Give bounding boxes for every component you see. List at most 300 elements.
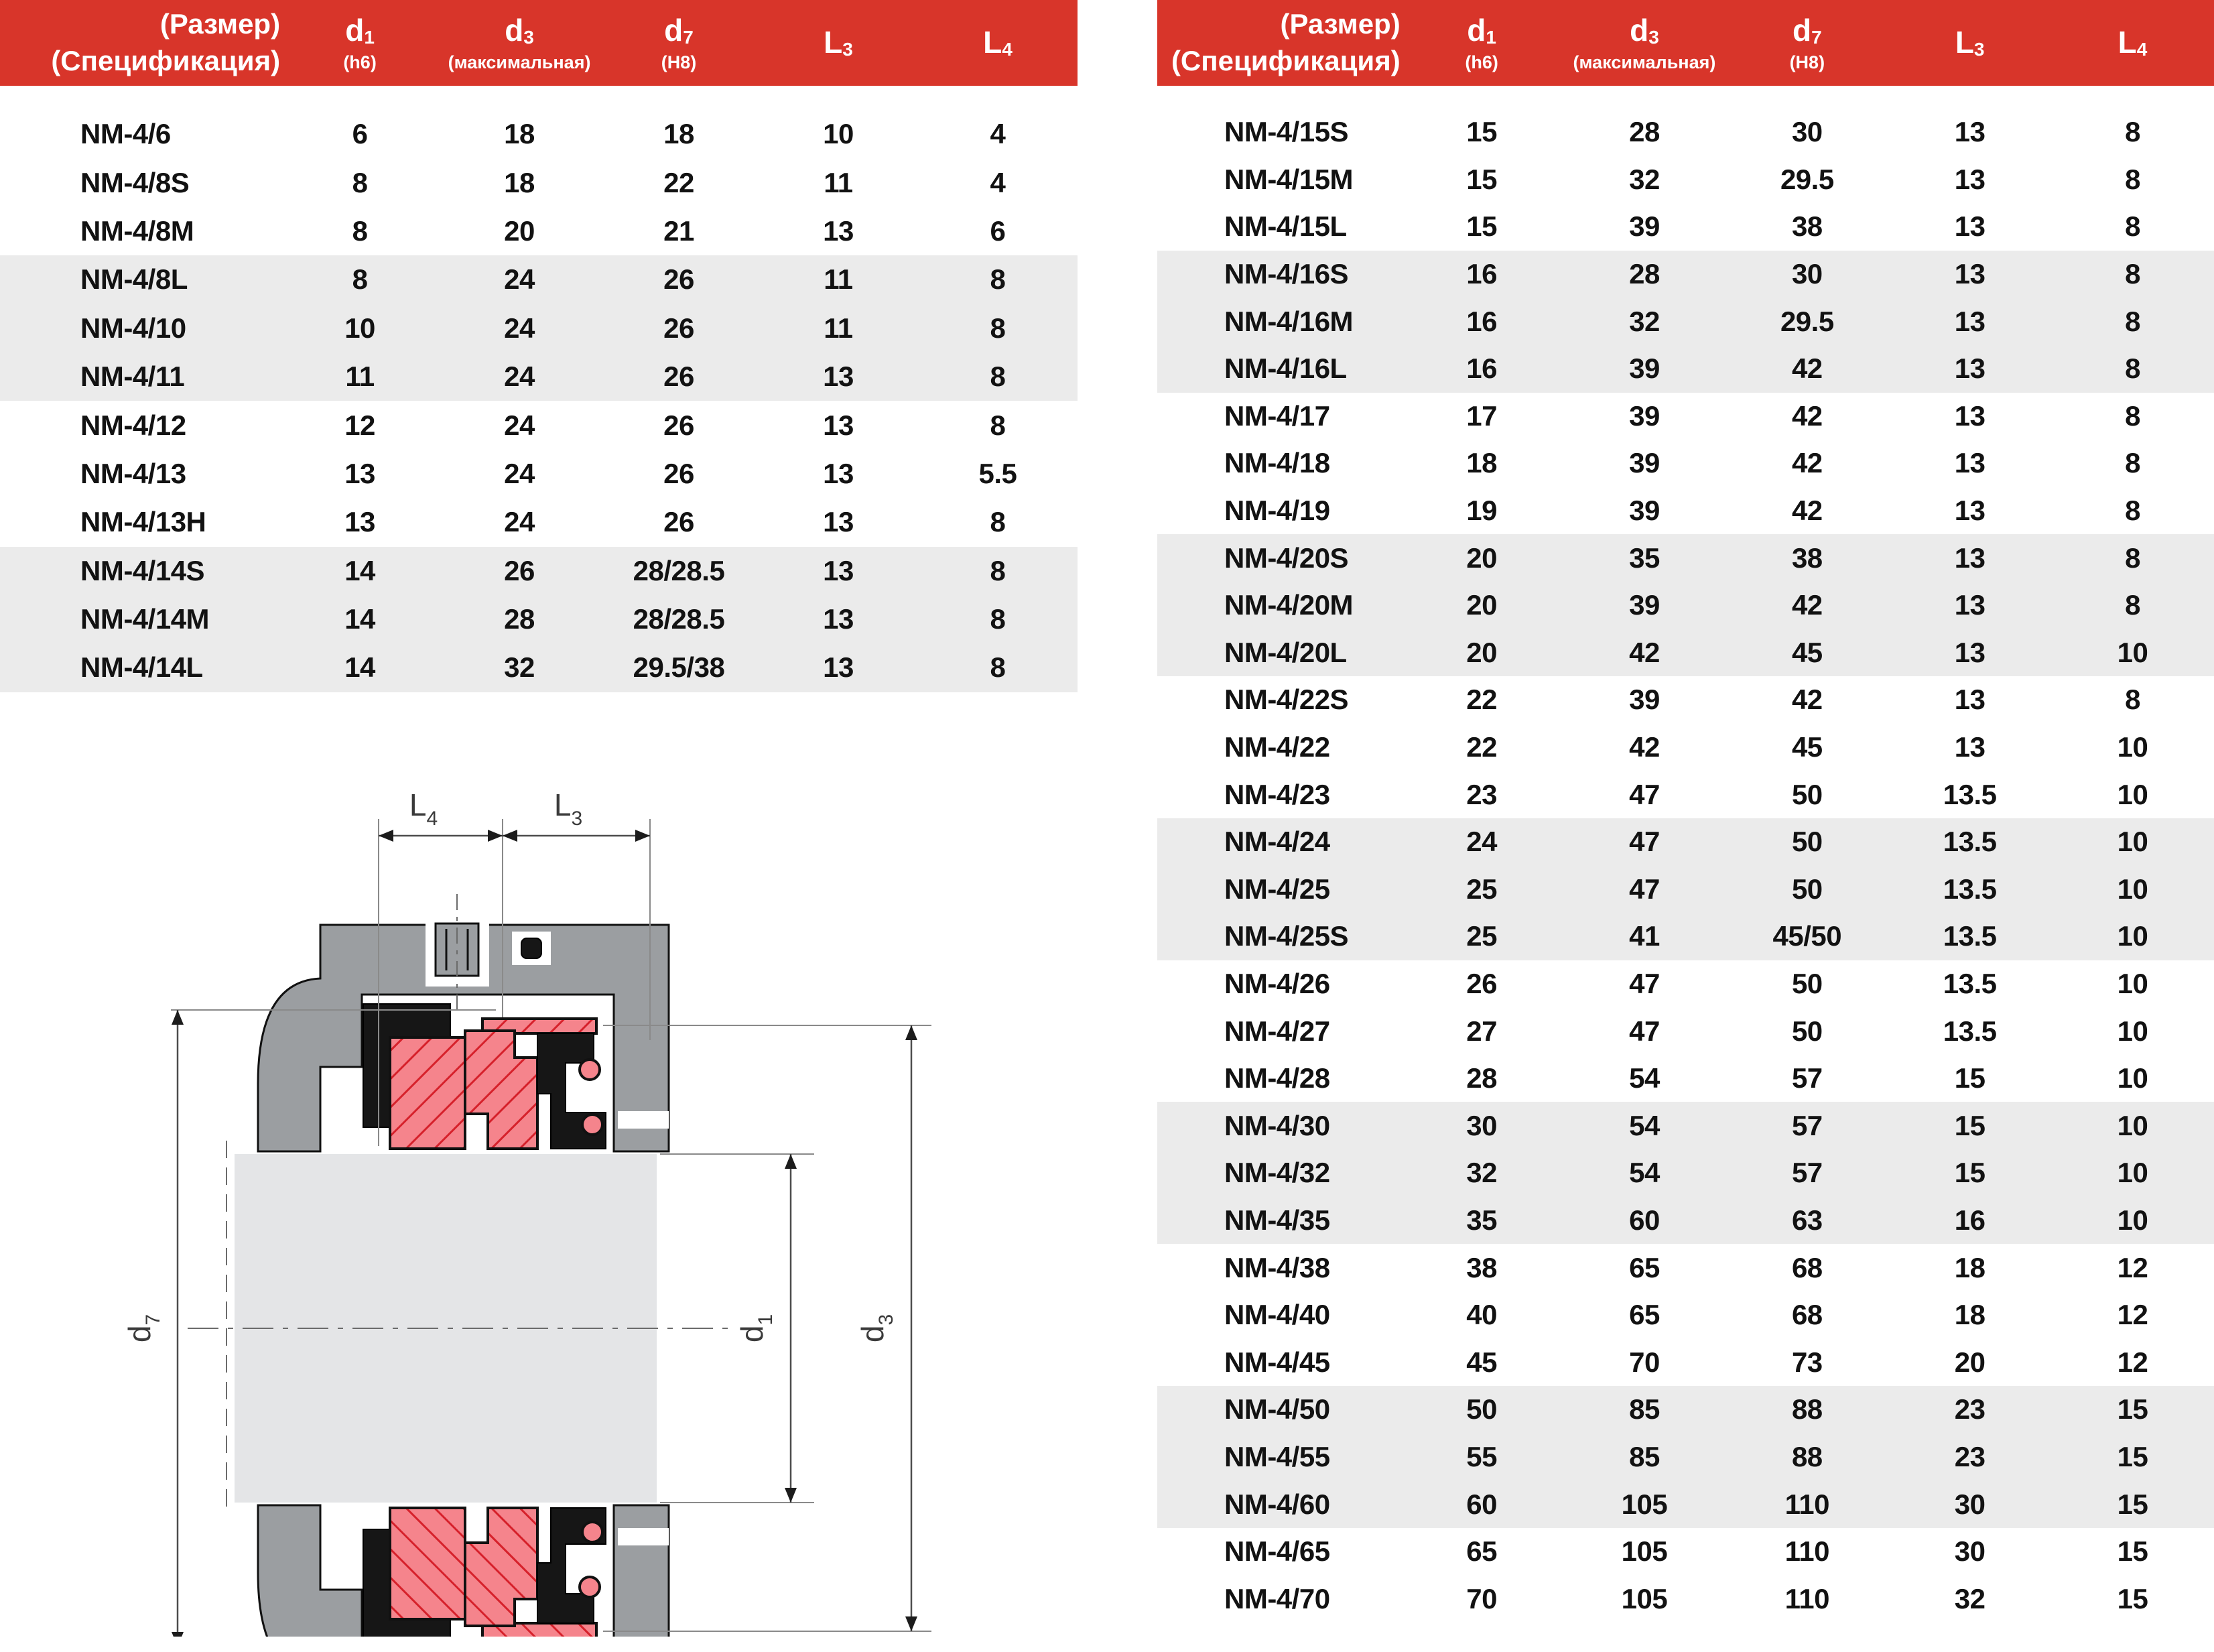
d7-cell: 42 xyxy=(1791,353,1823,385)
l4-cell: 12 xyxy=(2117,1346,2148,1378)
size-cell: NM-4/14L xyxy=(80,651,203,684)
table-row xyxy=(1157,1434,2214,1481)
d7-cell: 110 xyxy=(1784,1582,1829,1614)
table-row xyxy=(1157,440,2214,487)
d3-cell: 39 xyxy=(1629,210,1660,243)
d1-cell: 10 xyxy=(344,312,375,344)
l3-cell: 13 xyxy=(1954,258,1985,290)
table-row xyxy=(0,595,1078,643)
l3-cell: 13 xyxy=(1954,636,1985,668)
d1-cell: 6 xyxy=(352,118,368,150)
d7-cell: 57 xyxy=(1791,1109,1823,1141)
table-row xyxy=(0,643,1078,692)
table-row xyxy=(1157,1386,2214,1434)
header-size-line2: (Спецификация) xyxy=(1171,45,1401,76)
size-cell: NM-4/45 xyxy=(1224,1346,1330,1378)
size-cell: NM-4/30 xyxy=(1224,1109,1330,1141)
l3-cell: 13 xyxy=(823,214,854,247)
size-cell: NM-4/14S xyxy=(80,554,205,586)
d3-cell: 54 xyxy=(1629,1062,1660,1094)
size-cell: NM-4/12 xyxy=(80,409,186,441)
l3-cell: 13 xyxy=(823,603,854,635)
size-cell: NM-4/23 xyxy=(1224,778,1330,810)
spring-coil xyxy=(582,1115,602,1135)
table-body xyxy=(0,110,1078,692)
size-cell: NM-4/28 xyxy=(1224,1062,1330,1094)
l4-cell: 8 xyxy=(990,361,1006,393)
l4-cell: 10 xyxy=(2117,1062,2148,1094)
table-row xyxy=(1157,109,2214,156)
size-cell: NM-4/24 xyxy=(1224,826,1330,858)
d1-cell: 16 xyxy=(1466,305,1497,337)
d3-cell: 18 xyxy=(504,118,535,150)
d3-cell: 20 xyxy=(504,214,535,247)
header-size-line1: (Размер) xyxy=(159,8,281,40)
oring xyxy=(521,938,541,958)
d3-cell: 70 xyxy=(1629,1346,1660,1378)
d3-cell: 18 xyxy=(504,166,535,198)
d1-cell: 60 xyxy=(1466,1488,1497,1520)
size-cell: NM-4/19 xyxy=(1224,495,1330,527)
table-row xyxy=(1157,393,2214,440)
d1-cell: 20 xyxy=(1466,636,1497,668)
header-size-column xyxy=(1157,0,1401,86)
size-cell: NM-4/26 xyxy=(1224,967,1330,999)
d7-cell: 110 xyxy=(1784,1535,1829,1568)
d3-cell: 24 xyxy=(504,409,535,441)
d3-cell: 105 xyxy=(1621,1488,1668,1520)
size-cell: NM-4/50 xyxy=(1224,1393,1330,1425)
l3-cell: 13.5 xyxy=(1943,873,1997,905)
d3-cell: 47 xyxy=(1629,826,1660,858)
l3-cell: 13 xyxy=(1954,495,1985,527)
d1-cell: 40 xyxy=(1466,1299,1497,1331)
l3-cell: 11 xyxy=(824,312,853,344)
size-cell: NM-4/25 xyxy=(1224,873,1330,905)
header-d1-column: $d_1$ (h6) xyxy=(1465,13,1498,72)
l4-cell: 15 xyxy=(2117,1440,2148,1472)
d7-cell: 29.5/38 xyxy=(633,651,725,684)
d7-cell: 22 xyxy=(663,166,694,198)
table-row xyxy=(1157,487,2214,535)
dim-label-d1: $d_1$ xyxy=(734,1314,777,1343)
d7-cell: 45 xyxy=(1791,731,1823,763)
l3-cell: 10 xyxy=(823,118,854,150)
d3-cell: 32 xyxy=(1629,305,1660,337)
l4-cell: 8 xyxy=(990,506,1006,538)
d7-cell: 50 xyxy=(1791,967,1823,999)
size-cell: NM-4/60 xyxy=(1224,1488,1330,1520)
l3-cell: 13 xyxy=(823,651,854,684)
size-cell: NM-4/8L xyxy=(80,263,188,296)
d3-cell: 47 xyxy=(1629,967,1660,999)
d7-cell: 88 xyxy=(1791,1440,1823,1472)
l4-cell: 4 xyxy=(990,118,1006,150)
d3-cell: 39 xyxy=(1629,495,1660,527)
table-row xyxy=(1157,913,2214,960)
l4-cell: 10 xyxy=(2117,731,2148,763)
size-cell: NM-4/15S xyxy=(1224,116,1349,148)
header-l3-column: $L_3$ xyxy=(1955,25,1985,60)
d3-cell: 32 xyxy=(504,651,535,684)
size-cell: NM-4/20L xyxy=(1224,636,1347,668)
d1-cell: 14 xyxy=(344,651,375,684)
d1-cell: 8 xyxy=(352,166,368,198)
d1-cell: 16 xyxy=(1466,258,1497,290)
header-size-line2: (Спецификация) xyxy=(51,45,281,76)
d1-cell: 25 xyxy=(1466,873,1497,905)
table-row xyxy=(1157,203,2214,251)
d7-cell: 42 xyxy=(1791,684,1823,716)
d7-cell: 50 xyxy=(1791,826,1823,858)
d7-cell: 26 xyxy=(663,506,694,538)
table-row xyxy=(1157,866,2214,913)
l4-cell: 8 xyxy=(2125,589,2140,621)
l4-cell: 10 xyxy=(2117,873,2148,905)
l3-cell: 23 xyxy=(1954,1440,1985,1472)
l3-cell: 16 xyxy=(1954,1204,1985,1236)
d7-cell: 28/28.5 xyxy=(633,603,725,635)
table-row xyxy=(0,304,1078,353)
d7-cell: 50 xyxy=(1791,1015,1823,1047)
l4-cell: 8 xyxy=(2125,447,2140,479)
d3-cell: 24 xyxy=(504,361,535,393)
header-l3-column: $L_3$ xyxy=(824,25,853,60)
d7-cell: 57 xyxy=(1791,1157,1823,1189)
l3-cell: 11 xyxy=(824,166,853,198)
size-cell: NM-4/14M xyxy=(80,603,210,635)
l3-cell: 13 xyxy=(1954,731,1985,763)
l4-cell: 15 xyxy=(2117,1535,2148,1568)
d1-cell: 65 xyxy=(1466,1535,1497,1568)
size-cell: NM-4/18 xyxy=(1224,447,1330,479)
dim-label-d3: $d_3$ xyxy=(855,1314,897,1343)
l4-cell: 8 xyxy=(2125,116,2140,148)
seal-upper-half xyxy=(258,894,669,1151)
d3-cell: 28 xyxy=(1629,258,1660,290)
l3-cell: 13 xyxy=(823,361,854,393)
l3-cell: 13 xyxy=(1954,589,1985,621)
l4-cell: 10 xyxy=(2117,920,2148,952)
d3-cell: 39 xyxy=(1629,447,1660,479)
l3-cell: 13.5 xyxy=(1943,778,1997,810)
d7-cell: 26 xyxy=(663,409,694,441)
d7-cell: 38 xyxy=(1791,542,1823,574)
d1-cell: 27 xyxy=(1466,1015,1497,1047)
header-size-column xyxy=(0,0,280,86)
d1-cell: 35 xyxy=(1466,1204,1497,1236)
size-cell: NM-4/25S xyxy=(1224,920,1349,952)
l3-cell: 15 xyxy=(1954,1109,1985,1141)
snap-ring-groove xyxy=(618,1111,669,1129)
d7-cell: 30 xyxy=(1791,116,1823,148)
d7-cell: 110 xyxy=(1784,1488,1829,1520)
d3-cell: 65 xyxy=(1629,1299,1660,1331)
l3-cell: 13 xyxy=(1954,447,1985,479)
l4-cell: 8 xyxy=(2125,399,2140,432)
d1-cell: 18 xyxy=(1466,447,1497,479)
size-cell: NM-4/65 xyxy=(1224,1535,1330,1568)
table-row xyxy=(1157,1055,2214,1102)
spec-table-left xyxy=(0,0,1078,692)
size-cell: NM-4/16S xyxy=(1224,258,1349,290)
l3-cell: 30 xyxy=(1954,1488,1985,1520)
l3-cell: 11 xyxy=(824,263,853,296)
l4-cell: 12 xyxy=(2117,1251,2148,1283)
d1-cell: 19 xyxy=(1466,495,1497,527)
table-row xyxy=(1157,1007,2214,1055)
d7-cell: 63 xyxy=(1791,1204,1823,1236)
l4-cell: 8 xyxy=(2125,542,2140,574)
size-cell: NM-4/6 xyxy=(80,118,171,150)
d3-cell: 42 xyxy=(1629,636,1660,668)
d7-cell: 42 xyxy=(1791,495,1823,527)
l4-cell: 10 xyxy=(2117,967,2148,999)
table-row xyxy=(1157,1149,2214,1197)
d3-cell: 24 xyxy=(504,506,535,538)
header-size-line1: (Размер) xyxy=(1280,8,1401,40)
d1-cell: 30 xyxy=(1466,1109,1497,1141)
table-row xyxy=(1157,582,2214,629)
table-row xyxy=(1157,534,2214,582)
spring-coil xyxy=(580,1060,600,1080)
dim-label-L4: $L_4$ xyxy=(409,787,438,830)
size-cell: NM-4/38 xyxy=(1224,1251,1330,1283)
size-cell: NM-4/15L xyxy=(1224,210,1347,243)
d7-cell: 26 xyxy=(663,312,694,344)
d7-cell: 29.5 xyxy=(1780,163,1834,195)
l4-cell: 15 xyxy=(2117,1393,2148,1425)
d7-cell: 18 xyxy=(663,118,694,150)
d7-cell: 45/50 xyxy=(1772,920,1842,952)
l4-cell: 10 xyxy=(2117,826,2148,858)
l3-cell: 32 xyxy=(1954,1582,1985,1614)
l4-cell: 6 xyxy=(990,214,1006,247)
dim-label-d7: $d_7$ xyxy=(122,1314,164,1343)
d1-cell: 20 xyxy=(1466,542,1497,574)
d7-cell: 28/28.5 xyxy=(633,554,725,586)
spec-table-right xyxy=(1157,0,2214,1623)
d1-cell: 15 xyxy=(1466,210,1497,243)
l4-cell: 5.5 xyxy=(978,457,1017,489)
size-cell: NM-4/11 xyxy=(80,361,185,393)
table-row xyxy=(0,110,1078,158)
table-row xyxy=(1157,724,2214,771)
size-cell: NM-4/15M xyxy=(1224,163,1354,195)
l4-cell: 8 xyxy=(2125,163,2140,195)
d1-cell: 22 xyxy=(1466,731,1497,763)
d1-cell: 8 xyxy=(352,214,368,247)
d7-cell: 38 xyxy=(1791,210,1823,243)
table-row xyxy=(1157,1575,2214,1623)
l3-cell: 15 xyxy=(1954,1062,1985,1094)
d7-cell: 68 xyxy=(1791,1299,1823,1331)
d1-cell: 70 xyxy=(1466,1582,1497,1614)
l3-cell: 13 xyxy=(1954,210,1985,243)
size-cell: NM-4/16M xyxy=(1224,305,1354,337)
stationary-seal-face xyxy=(390,1037,465,1149)
header-d7-column: $d_7$ (H8) xyxy=(661,13,697,72)
d7-cell: 26 xyxy=(663,263,694,296)
d3-cell: 41 xyxy=(1629,920,1660,952)
table-row xyxy=(0,158,1078,206)
l4-cell: 8 xyxy=(2125,684,2140,716)
dim-label-L3: $L_3$ xyxy=(554,787,583,830)
d1-cell: 25 xyxy=(1466,920,1497,952)
d7-cell: 42 xyxy=(1791,589,1823,621)
l3-cell: 13 xyxy=(823,409,854,441)
table-row xyxy=(0,498,1078,546)
l4-cell: 8 xyxy=(2125,305,2140,337)
d7-cell: 50 xyxy=(1791,873,1823,905)
table-row xyxy=(1157,629,2214,677)
l3-cell: 18 xyxy=(1954,1299,1985,1331)
d1-cell: 14 xyxy=(344,554,375,586)
d7-cell: 30 xyxy=(1791,258,1823,290)
table-row xyxy=(0,207,1078,255)
l3-cell: 13 xyxy=(1954,353,1985,385)
d1-cell: 13 xyxy=(344,506,375,538)
l3-cell: 13 xyxy=(823,506,854,538)
l4-cell: 8 xyxy=(2125,495,2140,527)
l4-cell: 10 xyxy=(2117,1204,2148,1236)
size-cell: NM-4/16L xyxy=(1224,353,1347,385)
table-body xyxy=(1157,109,2214,1623)
d7-cell: 57 xyxy=(1791,1062,1823,1094)
table-row xyxy=(0,450,1078,498)
l4-cell: 4 xyxy=(990,166,1006,198)
d3-cell: 24 xyxy=(504,312,535,344)
l4-cell: 10 xyxy=(2117,636,2148,668)
table-row xyxy=(1157,156,2214,204)
table-row xyxy=(1157,1102,2214,1149)
l4-cell: 8 xyxy=(990,554,1006,586)
size-cell: NM-4/17 xyxy=(1224,399,1330,432)
d1-cell: 22 xyxy=(1466,684,1497,716)
header-d3-column: $d_3$ (максимальная) xyxy=(448,13,591,72)
table-header xyxy=(0,0,1078,86)
l3-cell: 13 xyxy=(823,554,854,586)
table-row xyxy=(1157,771,2214,818)
table-row xyxy=(1157,1244,2214,1291)
l4-cell: 10 xyxy=(2117,1015,2148,1047)
size-cell: NM-4/40 xyxy=(1224,1299,1330,1331)
d1-cell: 17 xyxy=(1466,399,1497,432)
table-row xyxy=(1157,1480,2214,1528)
l3-cell: 13 xyxy=(1954,542,1985,574)
d3-cell: 85 xyxy=(1629,1393,1660,1425)
d3-cell: 24 xyxy=(504,457,535,489)
d1-cell: 14 xyxy=(344,603,375,635)
l3-cell: 13 xyxy=(1954,305,1985,337)
l3-cell: 15 xyxy=(1954,1157,1985,1189)
d3-cell: 47 xyxy=(1629,778,1660,810)
d3-cell: 105 xyxy=(1621,1582,1668,1614)
d7-cell: 88 xyxy=(1791,1393,1823,1425)
l3-cell: 13.5 xyxy=(1943,826,1997,858)
table-row xyxy=(1157,960,2214,1008)
l3-cell: 13 xyxy=(1954,399,1985,432)
d1-cell: 12 xyxy=(344,409,375,441)
size-cell: NM-4/32 xyxy=(1224,1157,1330,1189)
l4-cell: 8 xyxy=(990,312,1006,344)
d3-cell: 42 xyxy=(1629,731,1660,763)
table-header xyxy=(1157,0,2214,86)
table-row xyxy=(1157,251,2214,298)
l4-cell: 8 xyxy=(990,651,1006,684)
l3-cell: 13 xyxy=(823,457,854,489)
l4-cell: 8 xyxy=(2125,353,2140,385)
seal-lower-half xyxy=(258,1505,669,1637)
size-cell: NM-4/55 xyxy=(1224,1440,1330,1472)
d3-cell: 35 xyxy=(1629,542,1660,574)
size-cell: NM-4/13H xyxy=(80,506,206,538)
l4-cell: 8 xyxy=(2125,210,2140,243)
d3-cell: 28 xyxy=(504,603,535,635)
size-cell: NM-4/27 xyxy=(1224,1015,1330,1047)
size-cell: NM-4/8M xyxy=(80,214,194,247)
l3-cell: 23 xyxy=(1954,1393,1985,1425)
d1-cell: 38 xyxy=(1466,1251,1497,1283)
l4-cell: 8 xyxy=(990,263,1006,296)
l3-cell: 13.5 xyxy=(1943,967,1997,999)
l3-cell: 13 xyxy=(1954,684,1985,716)
header-d3-column: $d_3$ (максимальная) xyxy=(1573,13,1716,72)
header-d7-column: $d_7$ (H8) xyxy=(1789,13,1825,72)
d7-cell: 26 xyxy=(663,457,694,489)
d1-cell: 50 xyxy=(1466,1393,1497,1425)
l4-cell: 8 xyxy=(2125,258,2140,290)
header-d1-column: $d_1$ (h6) xyxy=(343,13,377,72)
l3-cell: 13.5 xyxy=(1943,920,1997,952)
l3-cell: 20 xyxy=(1954,1346,1985,1378)
l3-cell: 18 xyxy=(1954,1251,1985,1283)
table-row xyxy=(1157,1197,2214,1245)
d1-cell: 28 xyxy=(1466,1062,1497,1094)
seal-cross-section-diagram xyxy=(121,779,1045,1637)
d3-cell: 60 xyxy=(1629,1204,1660,1236)
d3-cell: 47 xyxy=(1629,1015,1660,1047)
d7-cell: 42 xyxy=(1791,399,1823,432)
d7-cell: 26 xyxy=(663,361,694,393)
header-l4-column: $L_4$ xyxy=(983,25,1013,60)
d1-cell: 15 xyxy=(1466,163,1497,195)
size-cell: NM-4/35 xyxy=(1224,1204,1330,1236)
d3-cell: 39 xyxy=(1629,589,1660,621)
size-cell: NM-4/22 xyxy=(1224,731,1330,763)
table-row xyxy=(0,255,1078,304)
l4-cell: 15 xyxy=(2117,1582,2148,1614)
d1-cell: 26 xyxy=(1466,967,1497,999)
size-cell: NM-4/70 xyxy=(1224,1582,1330,1614)
size-cell: NM-4/8S xyxy=(80,166,190,198)
l3-cell: 13 xyxy=(1954,116,1985,148)
d3-cell: 28 xyxy=(1629,116,1660,148)
d1-cell: 32 xyxy=(1466,1157,1497,1189)
d1-cell: 8 xyxy=(352,263,368,296)
d1-cell: 15 xyxy=(1466,116,1497,148)
header-l4-column: $L_4$ xyxy=(2118,25,2148,60)
d3-cell: 32 xyxy=(1629,163,1660,195)
size-cell: NM-4/13 xyxy=(80,457,186,489)
table-row xyxy=(1157,818,2214,866)
l4-cell: 15 xyxy=(2117,1488,2148,1520)
table-row xyxy=(1157,676,2214,724)
d3-cell: 24 xyxy=(504,263,535,296)
d7-cell: 45 xyxy=(1791,636,1823,668)
d1-cell: 16 xyxy=(1466,353,1497,385)
d3-cell: 26 xyxy=(504,554,535,586)
